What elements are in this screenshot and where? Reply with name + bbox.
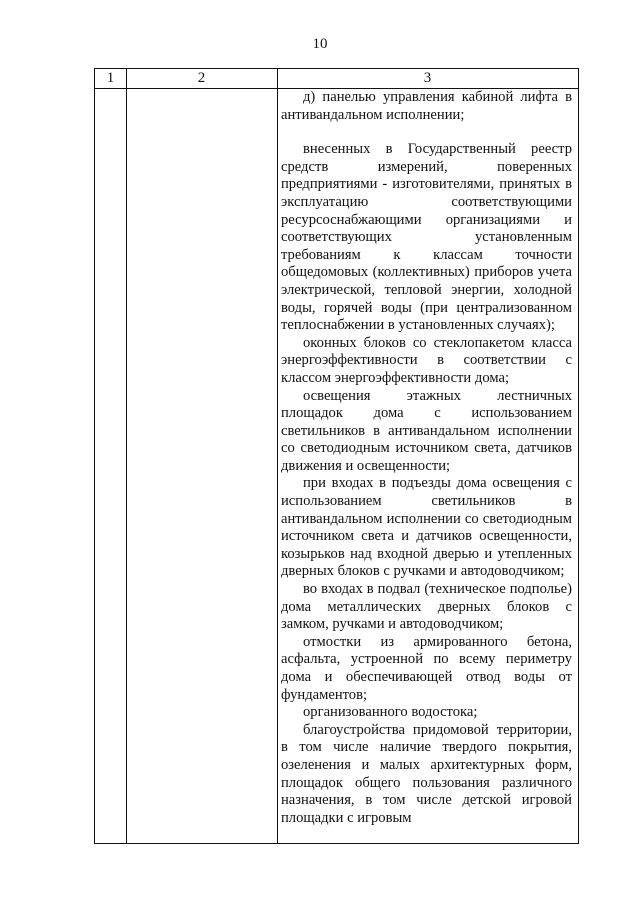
table-paragraph: благоустройства придомовой территории, в том числе наличие твердого покрытия, озеленения и малых архитектурных форм, площадок общего пользования различного назначения, в том числе детской игровой площадки с игровым <box>281 721 572 826</box>
table-paragraph: оконных блоков со стеклопакетом класса энергоэффективности в соответствии с классом энергоэффективности дома; <box>281 334 572 386</box>
table-paragraph: при входах в подъезды дома освещения с использованием светильников в антивандальном исполнении со светодиодным источником света и датчиков освещенности, козырьков над входной дверью и утепленных дверных блоков с ручками и автодоводчиком; <box>281 475 572 580</box>
table-paragraph: отмостки из армированного бетона, асфальта, устроенной по всему периметру дома и обеспечивающей отвод воды от фундаментов; <box>281 633 572 703</box>
column-divider-2 <box>277 69 278 843</box>
document-table <box>94 68 579 844</box>
table-paragraph: д) панелью управления кабиной лифта в антивандальном исполнении; <box>281 89 572 123</box>
table-paragraph: внесенных в Государственный реестр средств измерений, поверенных предприятиями - изготовителями, принятых в эксплуатацию соответствующими ресурсоснабжающими организациями и соответствующих установленным требованиям к классам точности общедомовых (коллективных) приборов учета электрической, тепловой энергии, холодной воды, горячей воды (при централизованном теплоснабжении в установленных случаях); <box>281 141 572 334</box>
header-col-2: 2 <box>197 70 206 86</box>
page-number: 10 <box>312 36 328 52</box>
table-paragraph: организованного водостока; <box>303 704 478 721</box>
column-3-content <box>281 89 572 827</box>
table-header-row <box>95 69 578 89</box>
table-paragraph: освещения этажных лестничных площадок дома с использованием светильников в антивандальном исполнении со светодиодным источником света, датчиков движения и освещенности; <box>281 387 572 474</box>
header-col-3: 3 <box>423 70 432 86</box>
header-col-1: 1 <box>106 70 115 86</box>
table-paragraph: во входах в подвал (техническое подполье) дома металлических дверных блоков с замком, ручками и автодоводчиком; <box>281 581 572 633</box>
column-divider-1 <box>126 69 127 843</box>
